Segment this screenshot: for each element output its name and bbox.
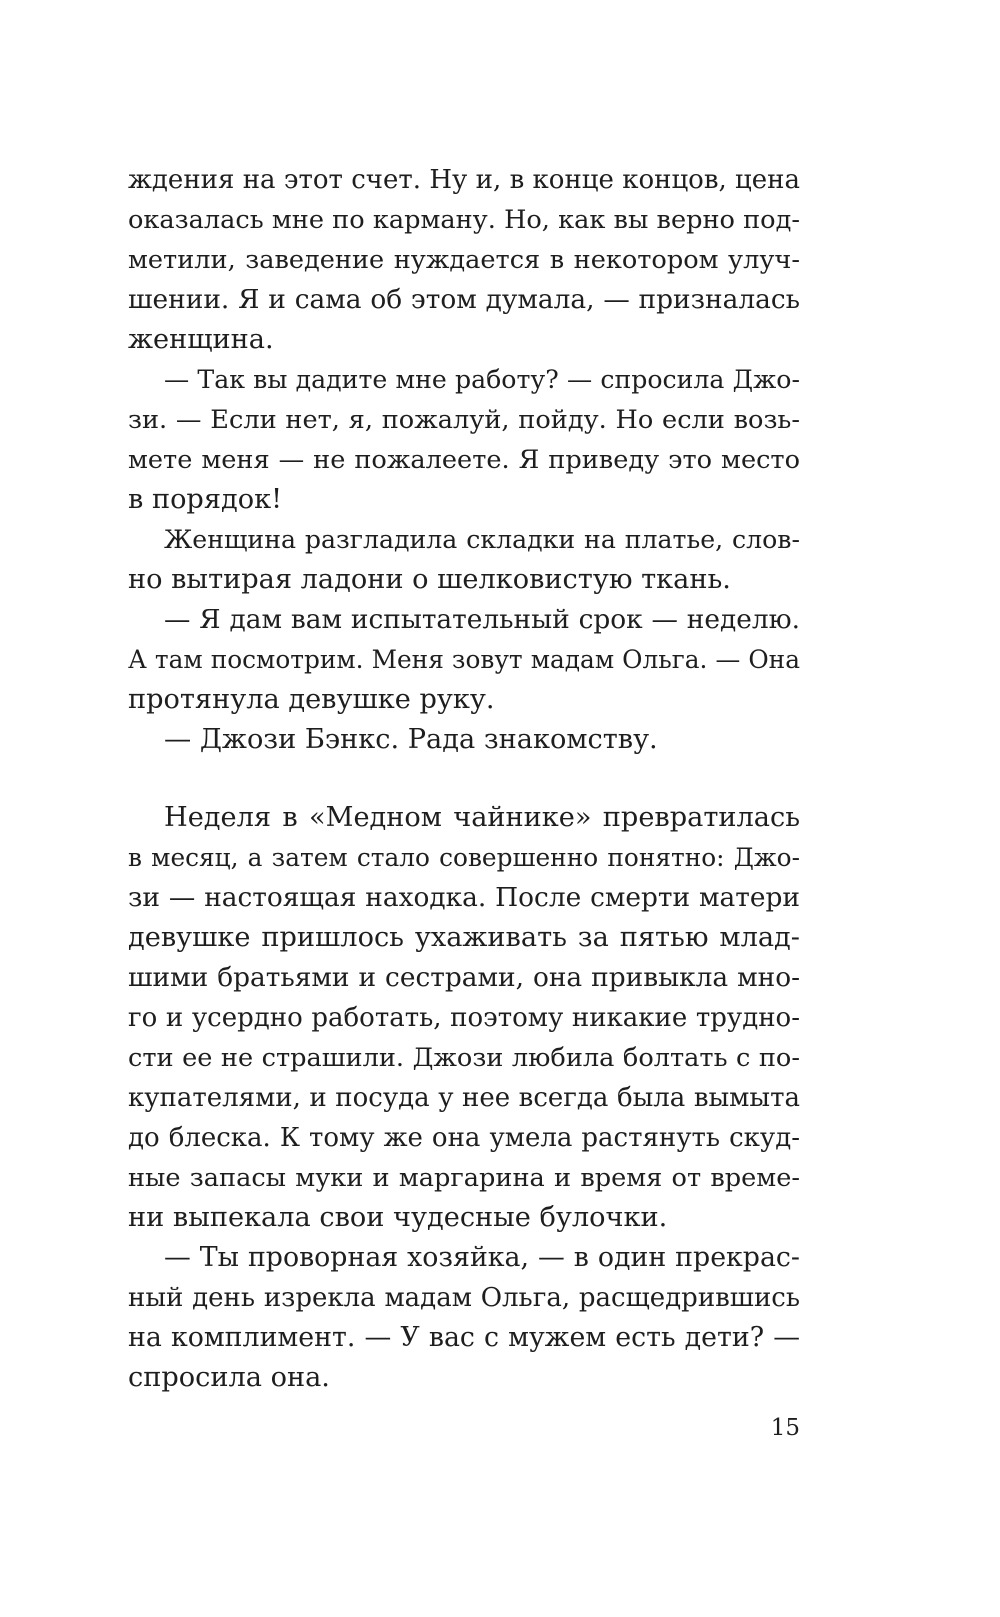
- text-line: — Так вы дадите мне работу? — спросила Джо-: [164, 365, 800, 394]
- text-line: протянула девушке руку.: [128, 684, 495, 715]
- text-line: зи — настоящая находка. После смерти матери: [128, 882, 800, 913]
- text-line: купателями, и посуда у нее всегда была вымыта: [128, 1083, 800, 1113]
- text-line: го и усердно работать, поэтому никакие трудно-: [128, 1003, 800, 1033]
- text-line: мете меня — не пожалеете. Я приведу это место: [128, 445, 800, 475]
- text-line: — Джози Бэнкс. Рада знакомству.: [164, 724, 658, 755]
- text-line: сти ее не страшили. Джози любила болтать с по-: [128, 1043, 800, 1073]
- text-line: женщина.: [128, 324, 274, 355]
- text-line: шими братьями и сестрами, она привыкла мно-: [128, 962, 800, 993]
- text-line: спросила она.: [128, 1362, 330, 1393]
- text-line: на комплимент. — У вас с мужем есть дети? —: [128, 1322, 800, 1353]
- text-line: но вытирая ладони о шелковистую ткань.: [128, 564, 731, 595]
- text-line: ные запасы муки и маргарина и время от време-: [128, 1163, 800, 1193]
- text-line: метили, заведение нуждается в некотором улуч-: [128, 245, 800, 275]
- page-number: 15: [770, 1415, 800, 1441]
- text-line: А там посмотрим. Меня зовут мадам Ольга. — Она: [128, 645, 800, 674]
- text-line: ный день изрекла мадам Ольга, расщедрившись: [128, 1283, 800, 1313]
- text-line: зи. — Если нет, я, пожалуй, пойду. Но если возь-: [128, 405, 800, 435]
- text-line: оказалась мне по карману. Но, как вы верно под-: [128, 205, 800, 235]
- text-line: — Ты проворная хозяйка, — в один прекрас-: [164, 1242, 800, 1273]
- text-line: Женщина разгладила складки на платье, слов-: [164, 525, 800, 554]
- text-line: в месяц, а затем стало совершенно понятно: Джо-: [128, 843, 800, 872]
- text-line: девушке пришлось ухаживать за пятью млад-: [128, 922, 800, 953]
- text-line: в порядок!: [128, 484, 283, 515]
- text-section-2: [128, 798, 800, 1398]
- text-line: шении. Я и сама об этом думала, — призналась: [128, 284, 800, 315]
- text-line: — Я дам вам испытательный срок — неделю.: [164, 604, 800, 635]
- text-line: до блеска. К тому же она умела растянуть скуд-: [128, 1123, 800, 1153]
- text-line: ждения на этот счет. Ну и, в конце концов, цена: [128, 165, 800, 195]
- text-section-1: [128, 160, 800, 760]
- text-line: Неделя в «Медном чайнике» превратилась: [164, 802, 800, 833]
- text-line: ни выпекала свои чудесные булочки.: [128, 1202, 668, 1233]
